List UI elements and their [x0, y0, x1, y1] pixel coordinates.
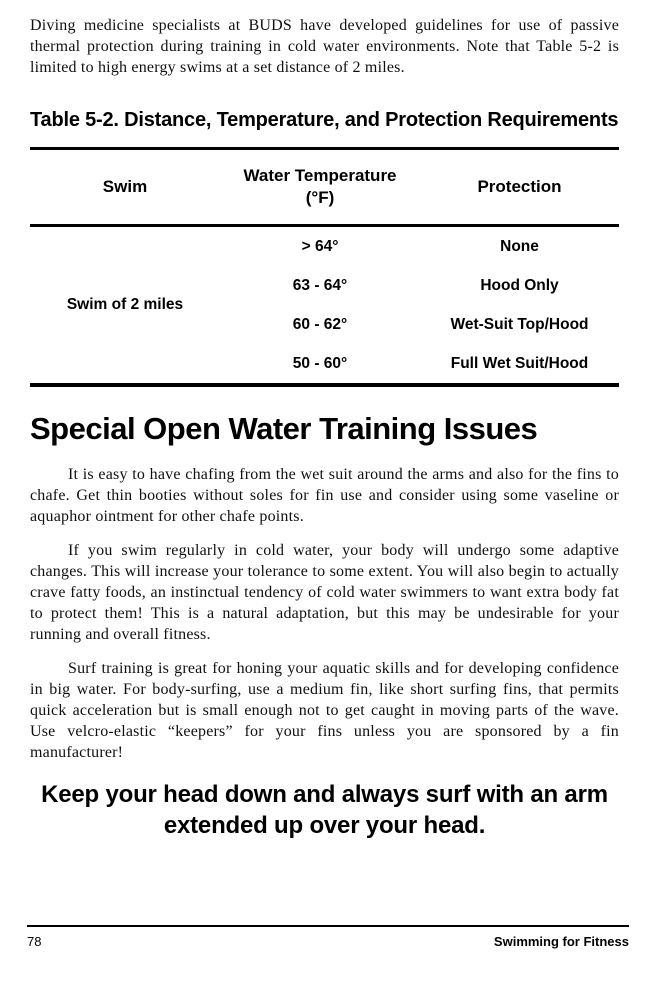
column-header-temperature: Water Temperature (°F) [243, 166, 397, 207]
section-heading: Special Open Water Training Issues [30, 411, 538, 446]
table-cell-temperature: 60 - 62° [292, 315, 348, 333]
table-cell-protection: Hood Only [480, 276, 559, 294]
section-paragraph: If you swim regularly in cold water, your body will undergo some adaptive changes. This will increase your tolerance to some extent. You will also begin to actually crave fatty foods, an instinctual tendency of cold water swimmers to want extra body fat to protect them! This is a natural adaptation, but this may be undesirable for your running and overall fitness. [30, 542, 619, 643]
table-cell-temperature: > 64° [301, 237, 339, 255]
table-cell-protection: None [500, 237, 539, 255]
column-header-protection: Protection [477, 177, 562, 196]
table-cell-temperature: 50 - 60° [292, 354, 348, 372]
protection-table [30, 147, 619, 387]
page-number: 78 [27, 934, 42, 949]
page-footer [27, 925, 629, 949]
section-paragraph: Surf training is great for honing your aquatic skills and for developing confidence in big water. For body-surfing, use a medium fin, like short surfing fins, that permits quick acceleration but is small enough not to get caught in moving parts of the wave. Use velcro-elastic “keepers” for your fins unless you are sponsored by a fin manufacturer! [30, 660, 619, 761]
intro-paragraph: Diving medicine specialists at BUDS have developed guidelines for use of passive thermal protection during training in cold water environments. Note that Table 5-2 is limited to high energy swims at a set distance of 2 miles. [30, 17, 619, 76]
callout-statement: Keep your head down and always surf with an arm extended up over your head. [41, 781, 608, 839]
table-header-row [30, 150, 619, 227]
table-cell-temperature: 63 - 64° [292, 276, 348, 294]
table-cell-protection: Wet-Suit Top/Hood [450, 315, 589, 333]
table-cell-protection: Full Wet Suit/Hood [450, 354, 589, 372]
book-title: Swimming for Fitness [493, 934, 629, 949]
column-header-swim: Swim [102, 177, 148, 196]
section-paragraph: It is easy to have chafing from the wet suit around the arms and also for the fins to chafe. Get thin booties without soles for fin use and consider using some vaseline or aquaphor ointment for other chafe points. [30, 466, 619, 525]
table-body [30, 227, 619, 383]
table-title: Table 5-2. Distance, Temperature, and Protection Requirements [30, 109, 619, 131]
swim-label-cell: Swim of 2 miles [66, 296, 184, 313]
